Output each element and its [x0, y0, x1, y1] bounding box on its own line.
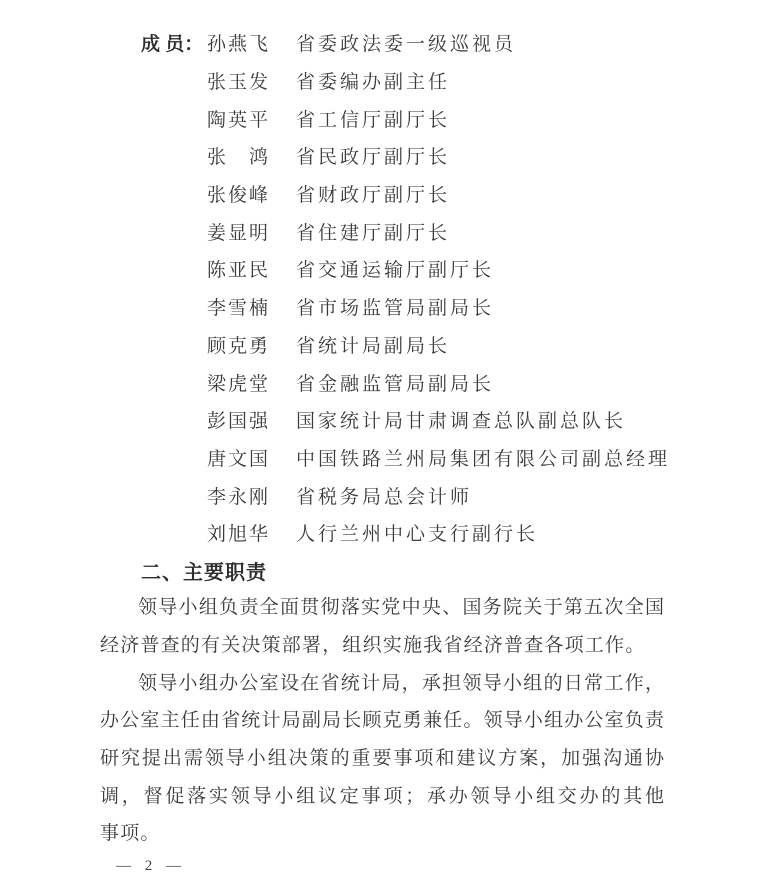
- member-row: [0, 439, 762, 477]
- member-name: 李雪楠: [207, 298, 271, 320]
- member-title: 省财政厅副厅长: [296, 185, 451, 207]
- member-title: 国家统计局甘肃调查总队副总队长: [296, 411, 627, 433]
- member-title: 省委政法委一级巡视员: [296, 34, 517, 56]
- member-name: 姜显明: [207, 222, 271, 244]
- member-name: 李永刚: [207, 486, 271, 508]
- paragraph-line: 研究提出需领导小组决策的重要事项和建议方案，加强沟通协: [100, 748, 665, 770]
- member-title: 省工信厅副厅长: [296, 109, 451, 131]
- paragraph-line: 领导小组办公室设在省统计局，承担领导小组的日常工作，: [138, 672, 665, 694]
- member-name: 刘旭华: [207, 524, 271, 546]
- member-name: 张 鸿: [207, 147, 271, 169]
- paragraph-line: 办公室主任由省统计局副局长顾克勇兼任。领导小组办公室负责: [100, 710, 665, 732]
- member-row: [0, 250, 762, 288]
- member-title: 人行兰州中心支行副行长: [296, 524, 539, 546]
- member-name: 孙燕飞: [207, 34, 271, 56]
- paragraph-line: 事项。: [100, 823, 161, 845]
- member-title: 中国铁路兰州局集团有限公司副总经理: [296, 448, 671, 470]
- member-name: 张俊峰: [207, 185, 271, 207]
- member-row: [0, 476, 762, 514]
- duties-section-heading: 二、主要职责: [141, 561, 267, 584]
- member-row: [0, 288, 762, 326]
- member-name: 张玉发: [207, 72, 271, 94]
- member-row: [0, 326, 762, 364]
- paragraph-line: 领导小组负责全面贯彻落实党中央、国务院关于第五次全国: [138, 597, 665, 619]
- member-title: 省委编办副主任: [296, 72, 451, 94]
- member-row: [0, 363, 762, 401]
- member-name: 顾克勇: [207, 335, 271, 357]
- duties-paragraph-1: [100, 589, 665, 664]
- member-title: 省民政厅副厅长: [296, 147, 451, 169]
- member-title: 省交通运输厅副厅长: [296, 260, 495, 282]
- duties-paragraph-2: [100, 665, 665, 853]
- member-row: [0, 62, 762, 100]
- member-title: 省金融监管局副局长: [296, 373, 495, 395]
- page-number: — 2 —: [116, 858, 186, 874]
- member-name: 唐文国: [207, 448, 271, 470]
- member-name: 梁虎堂: [207, 373, 271, 395]
- member-row: [0, 24, 762, 62]
- members-label: 成 员：: [141, 34, 204, 56]
- paragraph-line: 经济普查的有关决策部署，组织实施我省经济普查各项工作。: [100, 635, 646, 656]
- member-name: 彭国强: [207, 411, 271, 433]
- member-row: [0, 175, 762, 213]
- member-row: [0, 137, 762, 175]
- member-title: 省市场监管局副局长: [296, 298, 495, 320]
- member-row: [0, 514, 762, 552]
- member-title: 省税务局总会计师: [296, 486, 473, 508]
- member-name: 陶英平: [207, 109, 271, 131]
- member-row: [0, 99, 762, 137]
- member-title: 省统计局副局长: [296, 335, 451, 357]
- member-row: [0, 401, 762, 439]
- member-list: [0, 24, 762, 552]
- member-name: 陈亚民: [207, 260, 271, 282]
- member-row: [0, 212, 762, 250]
- paragraph-line: 调，督促落实领导小组议定事项；承办领导小组交办的其他: [100, 785, 665, 807]
- member-title: 省住建厅副厅长: [296, 222, 451, 244]
